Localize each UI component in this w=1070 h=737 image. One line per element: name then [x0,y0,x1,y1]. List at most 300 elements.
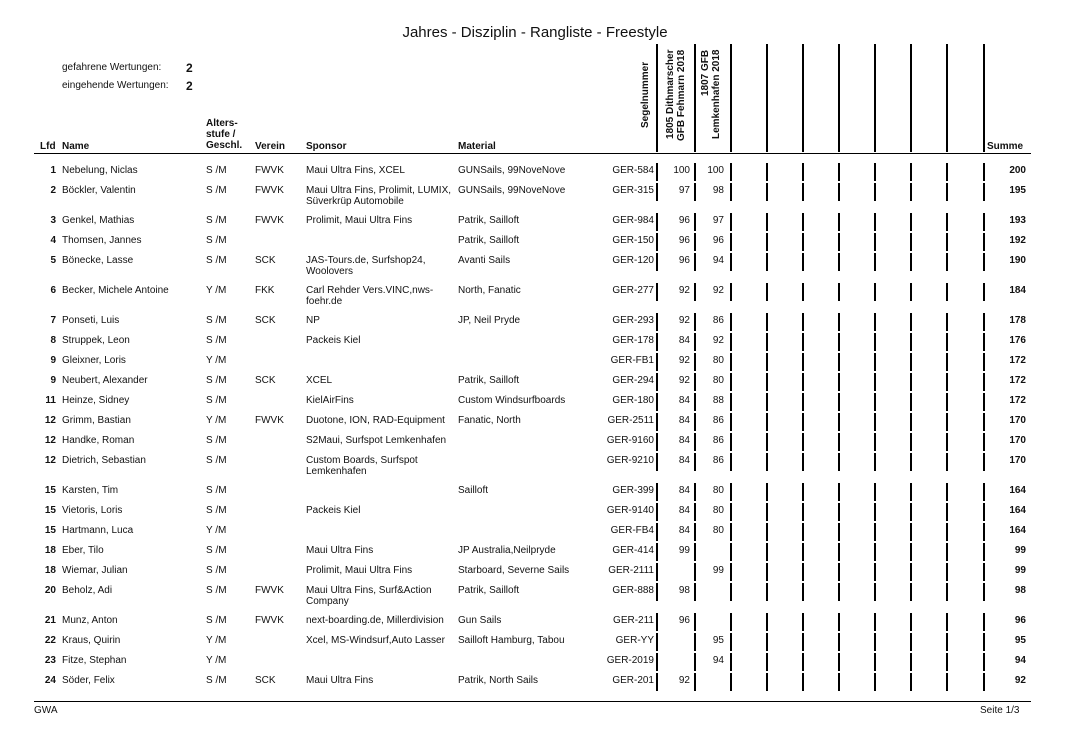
row-column-rule [838,213,840,231]
row-event-2: 80 [712,355,724,366]
row-lfd: 9 [50,355,56,366]
row-column-rule [802,213,804,231]
row-column-rule [946,283,948,301]
row-material: Custom Windsurfboards [458,395,566,406]
row-age: S /M [206,585,227,596]
row-verein: FWVK [255,215,284,226]
row-column-rule [730,453,732,471]
row-segelnummer: GER-180 [612,395,654,406]
row-name: Becker, Michele Antoine [62,285,169,296]
row-column-rule [946,673,948,691]
row-lfd: 21 [44,615,56,626]
row-column-rule [802,653,804,671]
row-age: Y /M [206,525,227,536]
row-column-rule [946,233,948,251]
row-age: S /M [206,395,227,406]
row-column-rule [802,333,804,351]
row-column-rule [656,353,658,371]
row-column-rule [874,613,876,631]
row-event-2: 80 [712,485,724,496]
row-event-1: 84 [678,525,690,536]
row-event-1: 92 [678,675,690,686]
row-name: Genkel, Mathias [62,215,135,226]
row-segelnummer: GER-201 [612,675,654,686]
header-column-rule [910,44,912,152]
row-column-rule [946,563,948,581]
row-lfd: 20 [44,585,56,596]
header-name: Name [62,141,90,152]
row-lfd: 12 [44,455,56,466]
row-column-rule [802,453,804,471]
row-name: Beholz, Adi [62,585,113,596]
row-column-rule [730,633,732,651]
row-column-rule [694,563,696,581]
row-material: JP, Neil Pryde [458,315,521,326]
row-summe: 190 [1009,255,1026,266]
row-event-1: 92 [678,315,690,326]
row-column-rule [656,213,658,231]
row-column-rule [946,613,948,631]
row-event-2: 80 [712,525,724,536]
row-sponsor: Maui Ultra Fins [306,545,374,556]
row-sponsor: Maui Ultra Fins, XCEL [306,165,405,176]
row-column-rule [910,503,912,521]
row-event-1: 99 [678,545,690,556]
row-column-rule [838,233,840,251]
row-column-rule [766,283,768,301]
row-summe: 178 [1009,315,1026,326]
row-event-2: 94 [712,255,724,266]
row-age: Y /M [206,635,227,646]
row-lfd: 9 [50,375,56,386]
row-summe: 164 [1009,525,1026,536]
row-column-rule [874,233,876,251]
row-column-rule [802,163,804,181]
row-lfd: 4 [50,235,56,246]
row-column-rule [874,543,876,561]
row-event-2: 100 [707,165,724,176]
row-lfd: 11 [45,395,56,406]
row-event-1: 84 [678,415,690,426]
row-column-rule [910,563,912,581]
row-column-rule [874,523,876,541]
row-segelnummer: GER-315 [612,185,654,196]
row-sponsor: XCEL [306,375,333,386]
row-event-2: 92 [712,285,724,296]
row-column-rule [946,253,948,271]
row-column-rule [946,313,948,331]
rides-label: gefahrene Wertungen: [62,62,162,73]
row-column-rule [874,333,876,351]
row-column-rule [694,433,696,451]
row-segelnummer: GER-399 [612,485,654,496]
row-column-rule [766,253,768,271]
row-column-rule [656,453,658,471]
row-name: Thomsen, Jannes [62,235,142,246]
row-segelnummer: GER-584 [612,165,654,176]
row-column-rule [874,563,876,581]
row-column-rule [730,393,732,411]
row-event-2: 86 [712,455,724,466]
header-column-rule [766,44,768,152]
row-column-rule [656,183,658,201]
row-column-rule [694,233,696,251]
row-column-rule [910,483,912,501]
row-column-rule [946,523,948,541]
row-column-rule [874,653,876,671]
row-lfd: 15 [44,485,56,496]
header-column-rule [656,44,658,152]
header-column-rule [874,44,876,152]
row-column-rule [983,583,985,601]
row-column-rule [730,543,732,561]
row-column-rule [766,503,768,521]
row-lfd: 8 [50,335,56,346]
row-event-2: 97 [712,215,724,226]
row-summe: 99 [1014,545,1026,556]
row-sponsor: KielAirFins [306,395,354,406]
counting-label: eingehende Wertungen: [62,80,169,91]
row-summe: 98 [1014,585,1026,596]
row-column-rule [910,333,912,351]
row-lfd: 12 [44,415,56,426]
row-column-rule [983,673,985,691]
row-age: S /M [206,615,227,626]
row-material: Patrik, North Sails [458,675,539,686]
row-event-2: 99 [712,565,724,576]
row-column-rule [874,213,876,231]
row-column-rule [983,453,985,471]
row-column-rule [694,613,696,631]
header-column-rule [694,44,696,152]
row-column-rule [983,563,985,581]
row-event-2: 95 [712,635,724,646]
row-event-2: 80 [712,505,724,516]
row-name: Neubert, Alexander [62,375,148,386]
row-name: Handke, Roman [62,435,135,446]
row-column-rule [910,543,912,561]
row-event-1: 98 [678,585,690,596]
row-column-rule [694,393,696,411]
row-segelnummer: GER-2019 [606,655,654,666]
row-column-rule [874,183,876,201]
row-lfd: 1 [50,165,56,176]
row-column-rule [910,453,912,471]
footer-left: GWA [34,705,58,716]
row-column-rule [730,413,732,431]
row-event-2: 86 [712,435,724,446]
row-column-rule [983,543,985,561]
row-column-rule [802,433,804,451]
row-material: Patrik, Sailloft [458,585,520,596]
row-column-rule [694,183,696,201]
row-event-1: 96 [678,215,690,226]
row-column-rule [766,183,768,201]
row-segelnummer: GER-888 [612,585,654,596]
row-column-rule [946,433,948,451]
row-name: Hartmann, Luca [62,525,134,536]
row-name: Ponseti, Luis [62,315,120,326]
row-event-2: 80 [712,375,724,386]
row-column-rule [730,673,732,691]
footer-divider [34,701,1031,702]
row-summe: 192 [1009,235,1026,246]
row-event-1: 84 [678,455,690,466]
row-segelnummer: GER-FB1 [610,355,654,366]
row-column-rule [656,653,658,671]
row-column-rule [656,333,658,351]
row-column-rule [910,673,912,691]
header-material: Material [458,141,496,152]
row-column-rule [946,543,948,561]
counting-value: 2 [186,79,193,93]
row-segelnummer: GER-277 [612,285,654,296]
row-column-rule [694,213,696,231]
row-event-1: 84 [678,505,690,516]
row-column-rule [838,583,840,601]
row-event-1: 96 [678,235,690,246]
row-column-rule [983,183,985,201]
row-column-rule [694,523,696,541]
row-segelnummer: GER-YY [615,635,654,646]
row-segelnummer: GER-FB4 [610,525,654,536]
row-column-rule [730,503,732,521]
row-column-rule [766,433,768,451]
row-sponsor: Duotone, ION, RAD-Equipment [306,415,445,426]
row-summe: 172 [1009,395,1026,406]
row-column-rule [874,673,876,691]
row-column-rule [656,373,658,391]
row-column-rule [983,433,985,451]
row-column-rule [730,523,732,541]
row-column-rule [730,563,732,581]
row-column-rule [694,163,696,181]
row-column-rule [874,163,876,181]
row-column-rule [694,413,696,431]
row-sponsor: Maui Ultra Fins, Prolimit, LUMIX, Süverkrüp Automobile [306,185,452,207]
row-sponsor: Xcel, MS-Windsurf,Auto Lasser [306,635,445,646]
row-verein: FWVK [255,585,284,596]
row-column-rule [766,233,768,251]
row-sponsor: S2Maui, Surfspot Lemkenhafen [306,435,447,446]
row-column-rule [656,433,658,451]
row-column-rule [802,673,804,691]
row-verein: SCK [255,255,276,266]
row-column-rule [730,373,732,391]
row-column-rule [910,433,912,451]
row-name: Struppek, Leon [62,335,130,346]
row-column-rule [838,633,840,651]
row-column-rule [874,453,876,471]
row-column-rule [874,413,876,431]
header-verein: Verein [255,141,286,152]
row-column-rule [838,333,840,351]
row-lfd: 15 [44,505,56,516]
row-summe: 92 [1014,675,1026,686]
row-material: Starboard, Severne Sails [458,565,570,576]
row-column-rule [838,163,840,181]
row-column-rule [838,313,840,331]
row-column-rule [694,283,696,301]
header-column-rule [983,44,985,152]
row-column-rule [910,373,912,391]
row-event-2: 88 [712,395,724,406]
row-summe: 96 [1014,615,1026,626]
header-column-rule [838,44,840,152]
row-column-rule [656,283,658,301]
row-column-rule [656,393,658,411]
row-column-rule [802,373,804,391]
row-sponsor: Prolimit, Maui Ultra Fins [306,215,413,226]
row-summe: 164 [1009,505,1026,516]
row-column-rule [874,353,876,371]
row-column-rule [910,653,912,671]
row-column-rule [656,313,658,331]
row-column-rule [838,483,840,501]
row-column-rule [946,413,948,431]
row-name: Kraus, Quirin [62,635,121,646]
row-column-rule [656,583,658,601]
row-verein: FWVK [255,615,284,626]
row-column-rule [730,253,732,271]
row-summe: 164 [1009,485,1026,496]
page-title: Jahres - Disziplin - Rangliste - Freestyle [402,24,668,41]
row-name: Karsten, Tim [62,485,119,496]
row-column-rule [910,393,912,411]
row-column-rule [802,613,804,631]
row-column-rule [983,353,985,371]
row-column-rule [983,163,985,181]
row-column-rule [694,373,696,391]
row-column-rule [983,393,985,411]
row-sponsor: Prolimit, Maui Ultra Fins [306,565,413,576]
row-verein: FWVK [255,165,284,176]
row-segelnummer: GER-120 [612,255,654,266]
row-column-rule [656,673,658,691]
row-column-rule [656,503,658,521]
row-column-rule [730,653,732,671]
row-column-rule [694,353,696,371]
footer-page-number: Seite 1/3 [980,705,1020,716]
row-age: Y /M [206,655,227,666]
row-event-2: 98 [712,185,724,196]
row-event-1: 100 [673,165,690,176]
row-segelnummer: GER-2511 [607,415,654,426]
row-column-rule [802,523,804,541]
row-lfd: 2 [50,185,56,196]
row-column-rule [730,353,732,371]
row-lfd: 24 [44,675,56,686]
row-column-rule [656,483,658,501]
row-summe: 94 [1014,655,1026,666]
row-summe: 170 [1009,435,1026,446]
row-column-rule [802,233,804,251]
row-column-rule [730,163,732,181]
row-column-rule [983,633,985,651]
row-column-rule [694,543,696,561]
row-material: Gun Sails [458,615,502,626]
row-summe: 193 [1009,215,1026,226]
row-column-rule [730,333,732,351]
row-segelnummer: GER-9160 [606,435,654,446]
row-column-rule [838,253,840,271]
row-segelnummer: GER-9210 [606,455,654,466]
row-column-rule [983,233,985,251]
row-column-rule [946,583,948,601]
row-column-rule [910,213,912,231]
row-age: Y /M [206,355,227,366]
row-segelnummer: GER-414 [612,545,654,556]
row-column-rule [946,633,948,651]
row-summe: 200 [1009,165,1026,176]
row-segelnummer: GER-984 [612,215,654,226]
row-column-rule [983,503,985,521]
row-column-rule [802,353,804,371]
row-verein: FKK [255,285,275,296]
row-name: Böckler, Valentin [62,185,136,196]
row-column-rule [730,233,732,251]
row-column-rule [874,373,876,391]
row-column-rule [694,673,696,691]
row-column-rule [946,213,948,231]
row-lfd: 22 [44,635,56,646]
row-age: S /M [206,255,227,266]
row-column-rule [838,503,840,521]
row-column-rule [874,283,876,301]
row-material: Patrik, Sailloft [458,215,520,226]
row-column-rule [983,253,985,271]
row-column-rule [838,653,840,671]
row-material: Avanti Sails [458,255,511,266]
row-column-rule [946,483,948,501]
row-column-rule [802,313,804,331]
row-lfd: 6 [50,285,56,296]
row-column-rule [766,353,768,371]
row-column-rule [656,233,658,251]
row-column-rule [730,583,732,601]
row-sponsor: Custom Boards, Surfspot Lemkenhafen [306,455,418,477]
row-event-1: 96 [678,615,690,626]
row-material: GUNSails, 99NoveNove [458,165,566,176]
row-column-rule [874,633,876,651]
row-name: Wiemar, Julian [62,565,128,576]
row-summe: 176 [1009,335,1026,346]
row-column-rule [656,523,658,541]
row-name: Vietoris, Loris [62,505,123,516]
header-age: Alters- stufe / Geschl. [206,118,243,151]
row-column-rule [730,613,732,631]
row-column-rule [838,543,840,561]
header-column-rule [730,44,732,152]
header-summe: Summe [987,141,1024,152]
row-column-rule [802,483,804,501]
row-column-rule [730,213,732,231]
row-material: Patrik, Sailloft [458,235,520,246]
row-column-rule [802,393,804,411]
row-column-rule [656,253,658,271]
row-column-rule [910,523,912,541]
row-column-rule [656,543,658,561]
row-column-rule [730,433,732,451]
row-column-rule [983,373,985,391]
row-column-rule [766,453,768,471]
row-event-1: 84 [678,395,690,406]
row-event-1: 92 [678,355,690,366]
row-lfd: 12 [44,435,56,446]
row-column-rule [838,373,840,391]
row-event-2: 92 [712,335,724,346]
row-age: S /M [206,235,227,246]
